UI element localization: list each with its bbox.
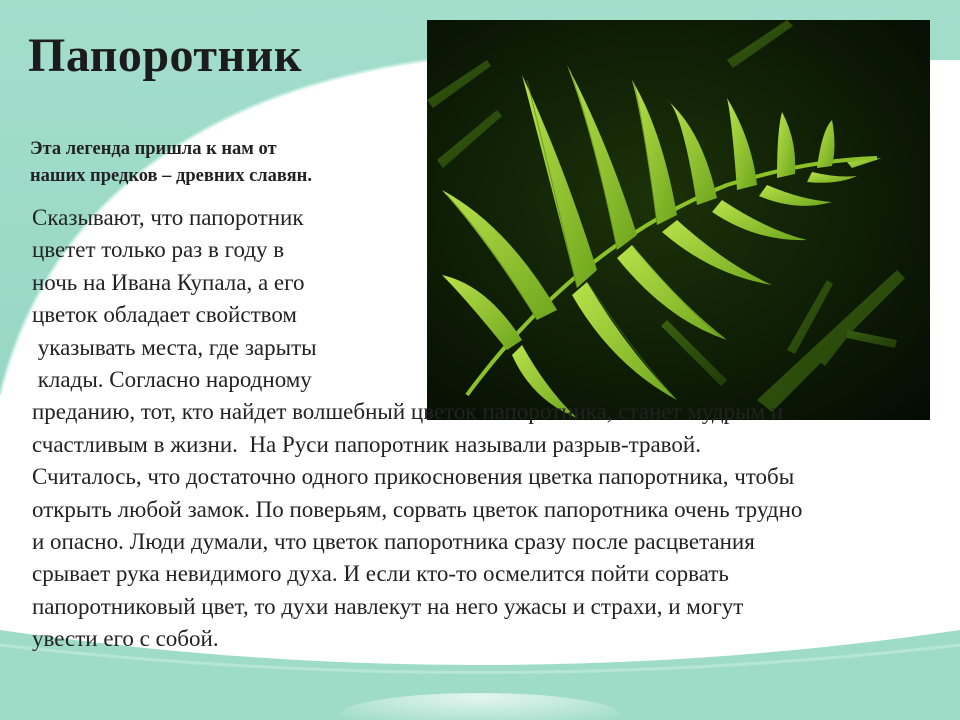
body-line: открыть любой замок. По поверьям, сорвать цветок папоротника очень трудно [32, 496, 803, 522]
body-line: ночь на Ивана Купала, а его [32, 269, 305, 295]
body-line: указывать места, где зарыты [32, 334, 317, 360]
subtitle-line: Эта легенда пришла к нам от [30, 139, 277, 159]
body-line: папоротниковый цвет, то духи навлекут на него ужасы и страхи, и могут [32, 593, 744, 619]
body-line: счастливым в жизни. На Руси папоротник называли разрыв-травой. [32, 431, 701, 457]
body-line: Сказывают, что папоротник [32, 205, 304, 230]
subtitle-line: наших предков – древних славян. [30, 166, 312, 186]
body-line: клады. Согласно народному [32, 367, 312, 393]
legend-body-text [32, 202, 937, 656]
body-line: срывает рука невидимого духа. И если кто-то осмелится пойти сорвать [32, 561, 729, 587]
body-line: Считалось, что достаточно одного прикосновения цветка папоротника, чтобы [32, 464, 795, 490]
body-line: цветет только раз в году в [32, 237, 285, 263]
slide-subtitle [30, 136, 420, 190]
body-line: и опасно. Люди думали, что цветок папоротника сразу после расцветания [32, 529, 755, 555]
slide-title: Папоротник [28, 29, 302, 82]
body-line: преданию, тот, кто найдет волшебный цветок папоротника, станет мудрым и [32, 399, 784, 425]
body-line: увести его с собой. [32, 626, 219, 652]
body-line: цветок обладает свойством [32, 302, 297, 328]
